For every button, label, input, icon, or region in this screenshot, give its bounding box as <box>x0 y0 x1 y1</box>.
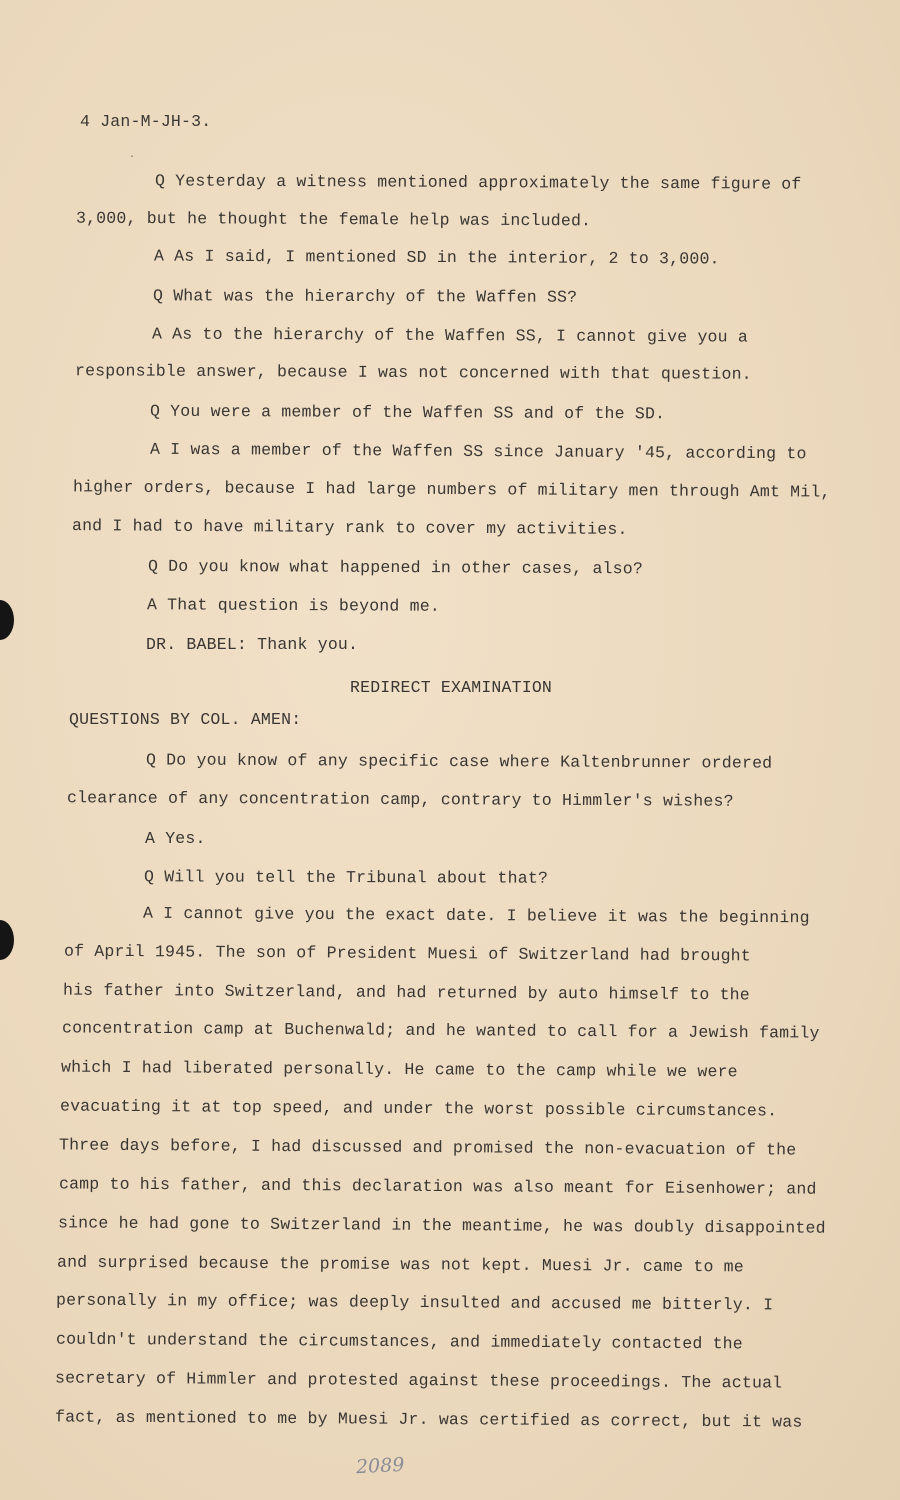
text-line: camp to his father, and this declaration was also meant for Eisenhower; and <box>58 1174 817 1199</box>
text-line: Q Do you know what happened in other cases, also? <box>147 556 644 579</box>
text-line: 3,000, but he thought the female help was included. <box>75 208 592 231</box>
text-line: Q Do you know of any specific case where Kaltenbrunner ordered <box>145 750 773 773</box>
text-line: Q You were a member of the Waffen SS and of the SD. <box>149 401 666 424</box>
text-line: A As to the hierarchy of the Waffen SS, I cannot give you a <box>151 324 749 347</box>
text-line: concentration camp at Buchenwald; and he wanted to call for a Jewish family <box>61 1018 820 1043</box>
text-line: personally in my office; was deeply insulted and accused me bitterly. I <box>55 1290 774 1315</box>
text-line: A I cannot give you the exact date. I believe it was the beginning <box>142 903 810 928</box>
text-line: fact, as mentioned to me by Muesi Jr. was certified as correct, but it was <box>54 1407 803 1432</box>
section-heading: REDIRECT EXAMINATION <box>350 678 553 697</box>
text-line: Q Will you tell the Tribunal about that? <box>143 867 549 888</box>
text-line: Three days before, I had discussed and promised the non-evacuation of the <box>58 1135 797 1160</box>
text-line: DR. BABEL: Thank you. <box>146 635 359 654</box>
text-line: Q What was the hierarchy of the Waffen SS? <box>152 286 578 307</box>
punch-hole-lower <box>0 920 14 960</box>
text-line: clearance of any concentration camp, contrary to Himmler's wishes? <box>66 788 734 811</box>
text-line: and I had to have military rank to cover my activities. <box>71 516 628 539</box>
stray-mark: · <box>129 152 136 163</box>
text-line: A That question is beyond me. <box>146 595 441 616</box>
text-line: since he had gone to Switzerland in the meantime, he was doubly disappointed <box>57 1213 826 1238</box>
text-line: A I was a member of the Waffen SS since January '45, according to <box>149 439 807 464</box>
text-line: Q Yesterday a witness mentioned approximately the same figure of <box>154 171 802 194</box>
text-line: of April 1945. The son of President Muesi of Switzerland had brought <box>63 941 751 966</box>
text-line: couldn't understand the circumstances, and immediately contacted the <box>55 1329 743 1354</box>
section-subheading: QUESTIONS BY COL. AMEN: <box>69 710 302 729</box>
text-line: A Yes. <box>145 829 206 848</box>
text-line: evacuating it at top speed, and under the worst possible circumstances. <box>59 1096 778 1121</box>
punch-hole-upper <box>0 600 14 640</box>
handwritten-page-number: 2089 <box>355 1453 405 1479</box>
text-line: which I had liberated personally. He came to the camp while we were <box>60 1057 738 1082</box>
document-header: 4 Jan-M-JH-3. <box>80 112 212 131</box>
text-line: higher orders, because I had large numbers of military men through Amt Mil, <box>72 477 831 502</box>
text-line: and surprised because the promise was not kept. Muesi Jr. came to me <box>56 1252 744 1277</box>
text-line: his father into Switzerland, and had returned by auto himself to the <box>62 980 750 1005</box>
text-line: A As I said, I mentioned SD in the interior, 2 to 3,000. <box>153 246 720 269</box>
text-line: secretary of Himmler and protested against these proceedings. The actual <box>54 1368 783 1393</box>
text-line: responsible answer, because I was not concerned with that question. <box>74 361 752 384</box>
